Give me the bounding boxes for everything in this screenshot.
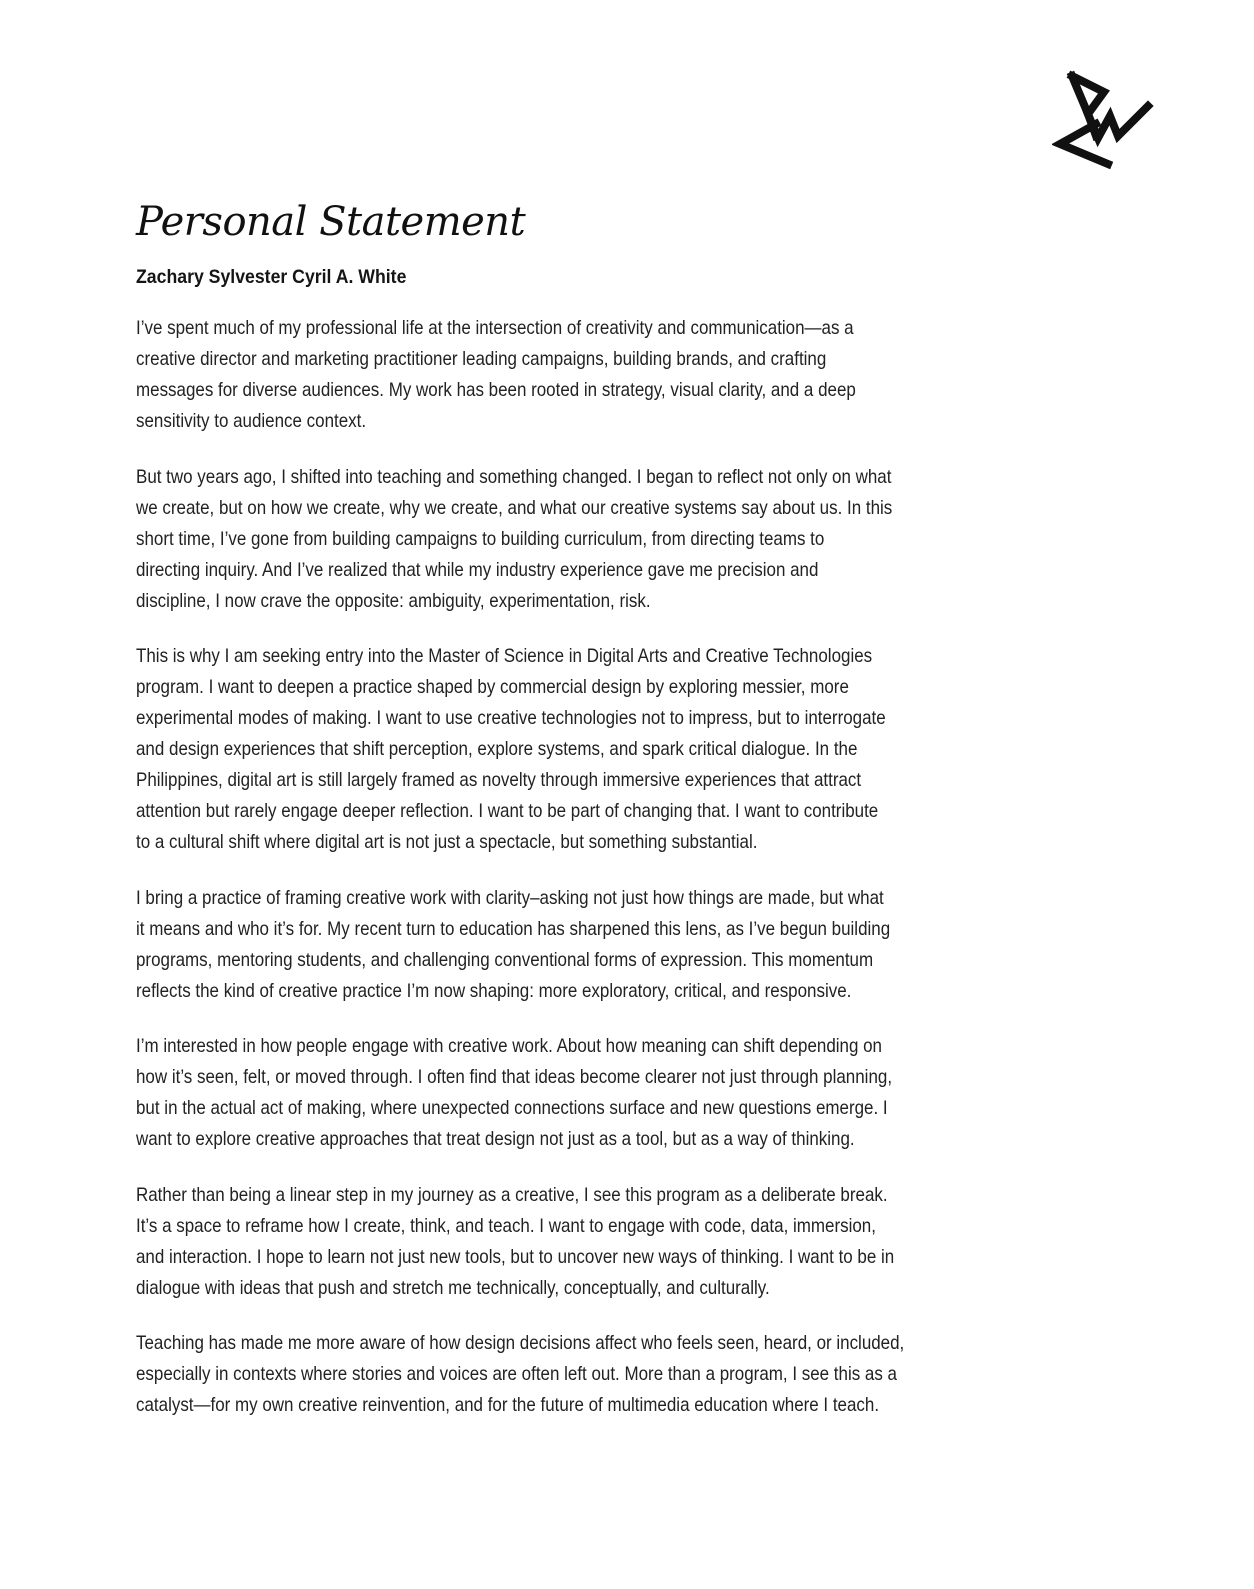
text-line: program. I want to deepen a practice shaped by commercial design by exploring messier, more bbox=[136, 676, 849, 698]
text-line: and design experiences that shift perception, explore systems, and spark critical dialogue. In the bbox=[136, 738, 858, 760]
text-line: directing inquiry. And I’ve realized that while my industry experience gave me precision and bbox=[136, 558, 819, 581]
text-line: messages for diverse audiences. My work has been rooted in strategy, visual clarity, and a deep bbox=[136, 379, 856, 401]
text-line: Teaching has made me more aware of how design decisions affect who feels seen, heard, or included, bbox=[136, 1332, 905, 1354]
paragraph-5 bbox=[136, 1031, 1136, 1155]
text-line: short time, I’ve gone from building campaigns to building curriculum, from directing teams to bbox=[136, 527, 825, 550]
paragraph-3 bbox=[136, 641, 1136, 858]
text-line: I’ve spent much of my professional life at the intersection of creativity and communication—as a bbox=[136, 317, 854, 339]
text-line: creative director and marketing practitioner leading campaigns, building brands, and crafting bbox=[136, 348, 827, 370]
zw-monogram-icon bbox=[1052, 68, 1156, 172]
paragraph-6 bbox=[136, 1180, 1136, 1304]
text-line: Philippines, digital art is still largely framed as novelty through immersive experiences that attract bbox=[136, 769, 862, 791]
text-line: it means and who it’s for. My recent turn to education has sharpened this lens, as I’ve begun building bbox=[136, 917, 891, 940]
paragraph-1 bbox=[136, 313, 1136, 437]
text-line: want to explore creative approaches that treat design not just as a tool, but as a way of thinking. bbox=[136, 1128, 855, 1150]
statement-body bbox=[136, 313, 1136, 1446]
paragraph-4 bbox=[136, 883, 1136, 1007]
paragraph-2 bbox=[136, 462, 1136, 617]
text-line: but in the actual act of making, where unexpected connections surface and new questions emerge. I bbox=[136, 1097, 888, 1119]
text-line: to a cultural shift where digital art is not just a spectacle, but something substantial. bbox=[136, 831, 758, 853]
text-line: programs, mentoring students, and challenging conventional forms of expression. This momentum bbox=[136, 948, 874, 971]
text-line: dialogue with ideas that push and stretch me technically, conceptually, and culturally. bbox=[136, 1276, 770, 1299]
text-line: But two years ago, I shifted into teaching and something changed. I began to reflect not only on what bbox=[136, 465, 892, 488]
text-line: I’m interested in how people engage with creative work. About how meaning can shift depending on bbox=[136, 1035, 882, 1057]
text-line: It’s a space to reframe how I create, think, and teach. I want to engage with code, data, immersion, bbox=[136, 1214, 876, 1237]
text-line: Rather than being a linear step in my journey as a creative, I see this program as a deliberate break. bbox=[136, 1183, 888, 1206]
paragraph-7 bbox=[136, 1328, 1136, 1421]
text-line: sensitivity to audience context. bbox=[136, 410, 367, 432]
text-line: attention but rarely engage deeper reflection. I want to be part of changing that. I want to contribute bbox=[136, 800, 879, 822]
text-line: especially in contexts where stories and voices are often left out. More than a program, I see this as a bbox=[136, 1363, 897, 1385]
author-name: Zachary Sylvester Cyril A. White bbox=[136, 267, 407, 288]
text-line: discipline, I now crave the opposite: ambiguity, experimentation, risk. bbox=[136, 589, 651, 612]
page-title: Personal Statement bbox=[136, 199, 526, 245]
text-line: catalyst—for my own creative reinvention, and for the future of multimedia education where I teach. bbox=[136, 1394, 880, 1416]
text-line: I bring a practice of framing creative work with clarity–asking not just how things are made, but what bbox=[136, 886, 884, 909]
text-line: how it’s seen, felt, or moved through. I often find that ideas become clearer not just through planning, bbox=[136, 1066, 893, 1088]
text-line: and interaction. I hope to learn not just new tools, but to uncover new ways of thinking. I want to be in bbox=[136, 1245, 895, 1268]
text-line: we create, but on how we create, why we create, and what our creative systems say about us. In this bbox=[136, 496, 893, 519]
text-line: This is why I am seeking entry into the Master of Science in Digital Arts and Creative Technologies bbox=[136, 645, 873, 667]
text-line: experimental modes of making. I want to use creative technologies not to impress, but to interrogate bbox=[136, 707, 886, 729]
text-line: reflects the kind of creative practice I’m now shaping: more exploratory, critical, and responsive. bbox=[136, 979, 852, 1002]
